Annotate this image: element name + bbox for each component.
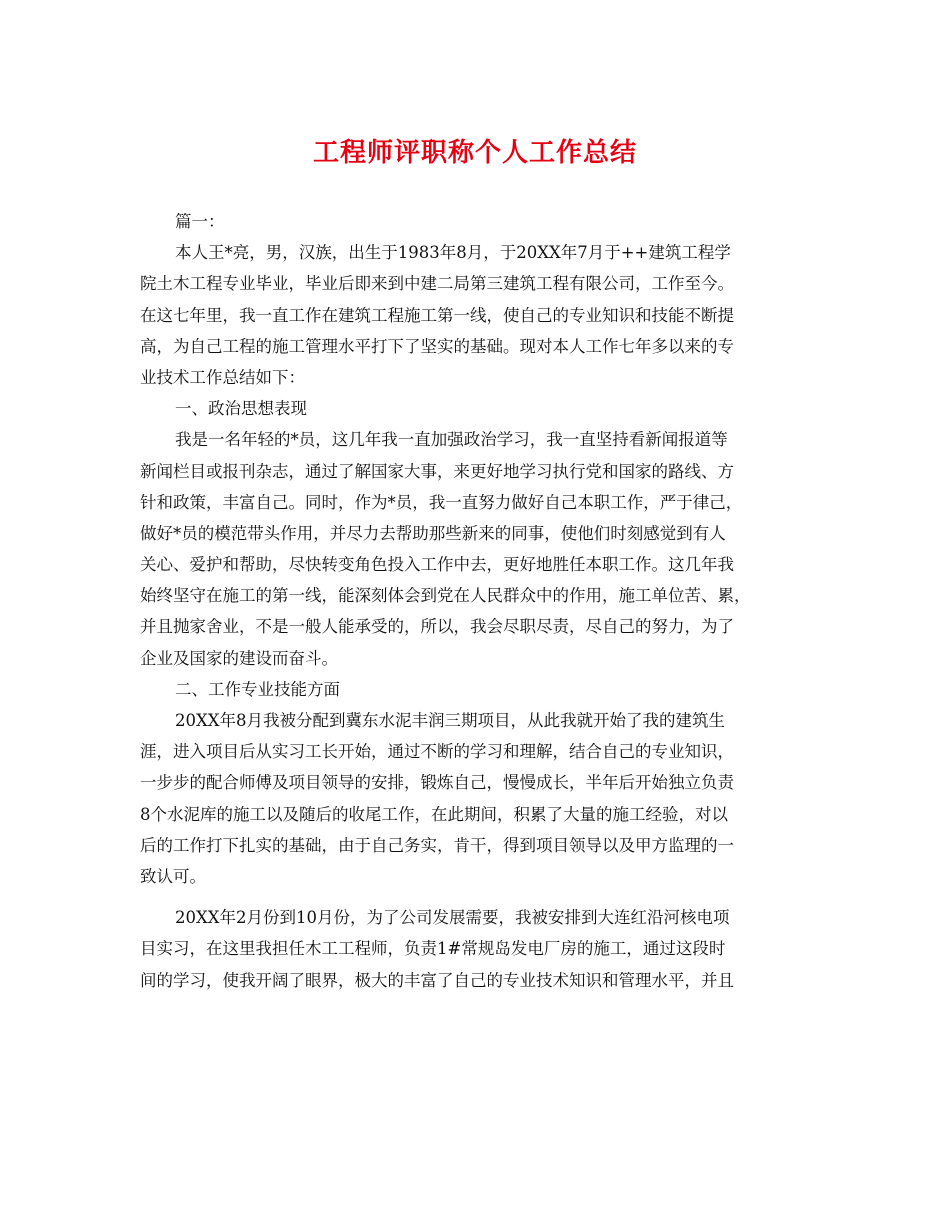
text-line: 20XX年8月我被分配到冀东水泥丰润三期项目，从此我就开始了我的建筑生 [175, 711, 725, 730]
text-line: 目实习，在这里我担任木工工程师，负责1#常规岛发电厂房的施工，通过这段时 [140, 939, 726, 959]
text-line: 间的学习，使我开阔了眼界，极大的丰富了自己的专业技术知识和管理水平，并且 [140, 970, 734, 990]
document-body [140, 206, 822, 996]
text-line: 在这七年里，我一直工作在建筑工程施工第一线，使自己的专业知识和技能不断提 [140, 305, 734, 325]
text-line: 篇一： [175, 212, 225, 231]
paragraph-gap [140, 892, 822, 902]
text-line: 致认可。 [140, 866, 206, 886]
text-line: 院土木工程专业毕业，毕业后即来到中建二局第三建筑工程有限公司，工作至今。 [140, 274, 734, 294]
text-line: 本人王*亮，男，汉族，出生于1983年8月，于20XX年7月于++建筑工程学 [175, 243, 731, 263]
text-line: 并且抛家舍业，不是一般人能承受的，所以，我会尽职尽责，尽自己的努力，为了 [140, 617, 734, 637]
text-line: 企业及国家的建设而奋斗。 [140, 648, 338, 668]
text-line: 业技术工作总结如下： [140, 367, 305, 387]
text-line: 高，为自己工程的施工管理水平打下了坚实的基础。现对本人工作七年多以来的专 [140, 336, 734, 356]
text-line: 针和政策，丰富自己。同时，作为*员，我一直努力做好自己本职工作，严于律己， [140, 492, 743, 512]
text-line: 关心、爱护和帮助，尽快转变角色投入工作中去，更好地胜任本职工作。这几年我 [140, 555, 734, 575]
text-line: 做好*员的模范带头作用，并尽力去帮助那些新来的同事，使他们时刻感觉到有人 [140, 523, 726, 543]
text-line: 8个水泥库的施工以及随后的收尾工作，在此期间，积累了大量的施工经验，对以 [140, 804, 728, 824]
text-line: 二、工作专业技能方面 [175, 679, 340, 699]
document-title: 工程师评职称个人工作总结 [312, 138, 637, 168]
text-line: 我是一名年轻的*员，这几年我一直加强政治学习，我一直坚持看新闻报道等 [175, 430, 728, 450]
text-line: 涯，进入项目后从实习工长开始，通过不断的学习和理解，结合自己的专业知识， [140, 742, 734, 762]
text-line: 始终坚守在施工的第一线，能深刻体会到党在人民群众中的作用，施工单位苦、累， [140, 586, 751, 606]
text-line: 后的工作打下扎实的基础，由于自己务实，肯干，得到项目领导以及甲方监理的一 [140, 835, 734, 855]
text-line: 一、政治思想表现 [175, 399, 307, 419]
text-line: 一步步的配合师傅及项目领导的安排，锻炼自己，慢慢成长，半年后开始独立负责 [140, 773, 734, 793]
text-line: 新闻栏目或报刊杂志，通过了解国家大事，来更好地学习执行党和国家的路线、方 [140, 461, 734, 481]
text-line: 20XX年2月份到10月份，为了公司发展需要，我被安排到大连红沿河核电项 [175, 908, 730, 928]
